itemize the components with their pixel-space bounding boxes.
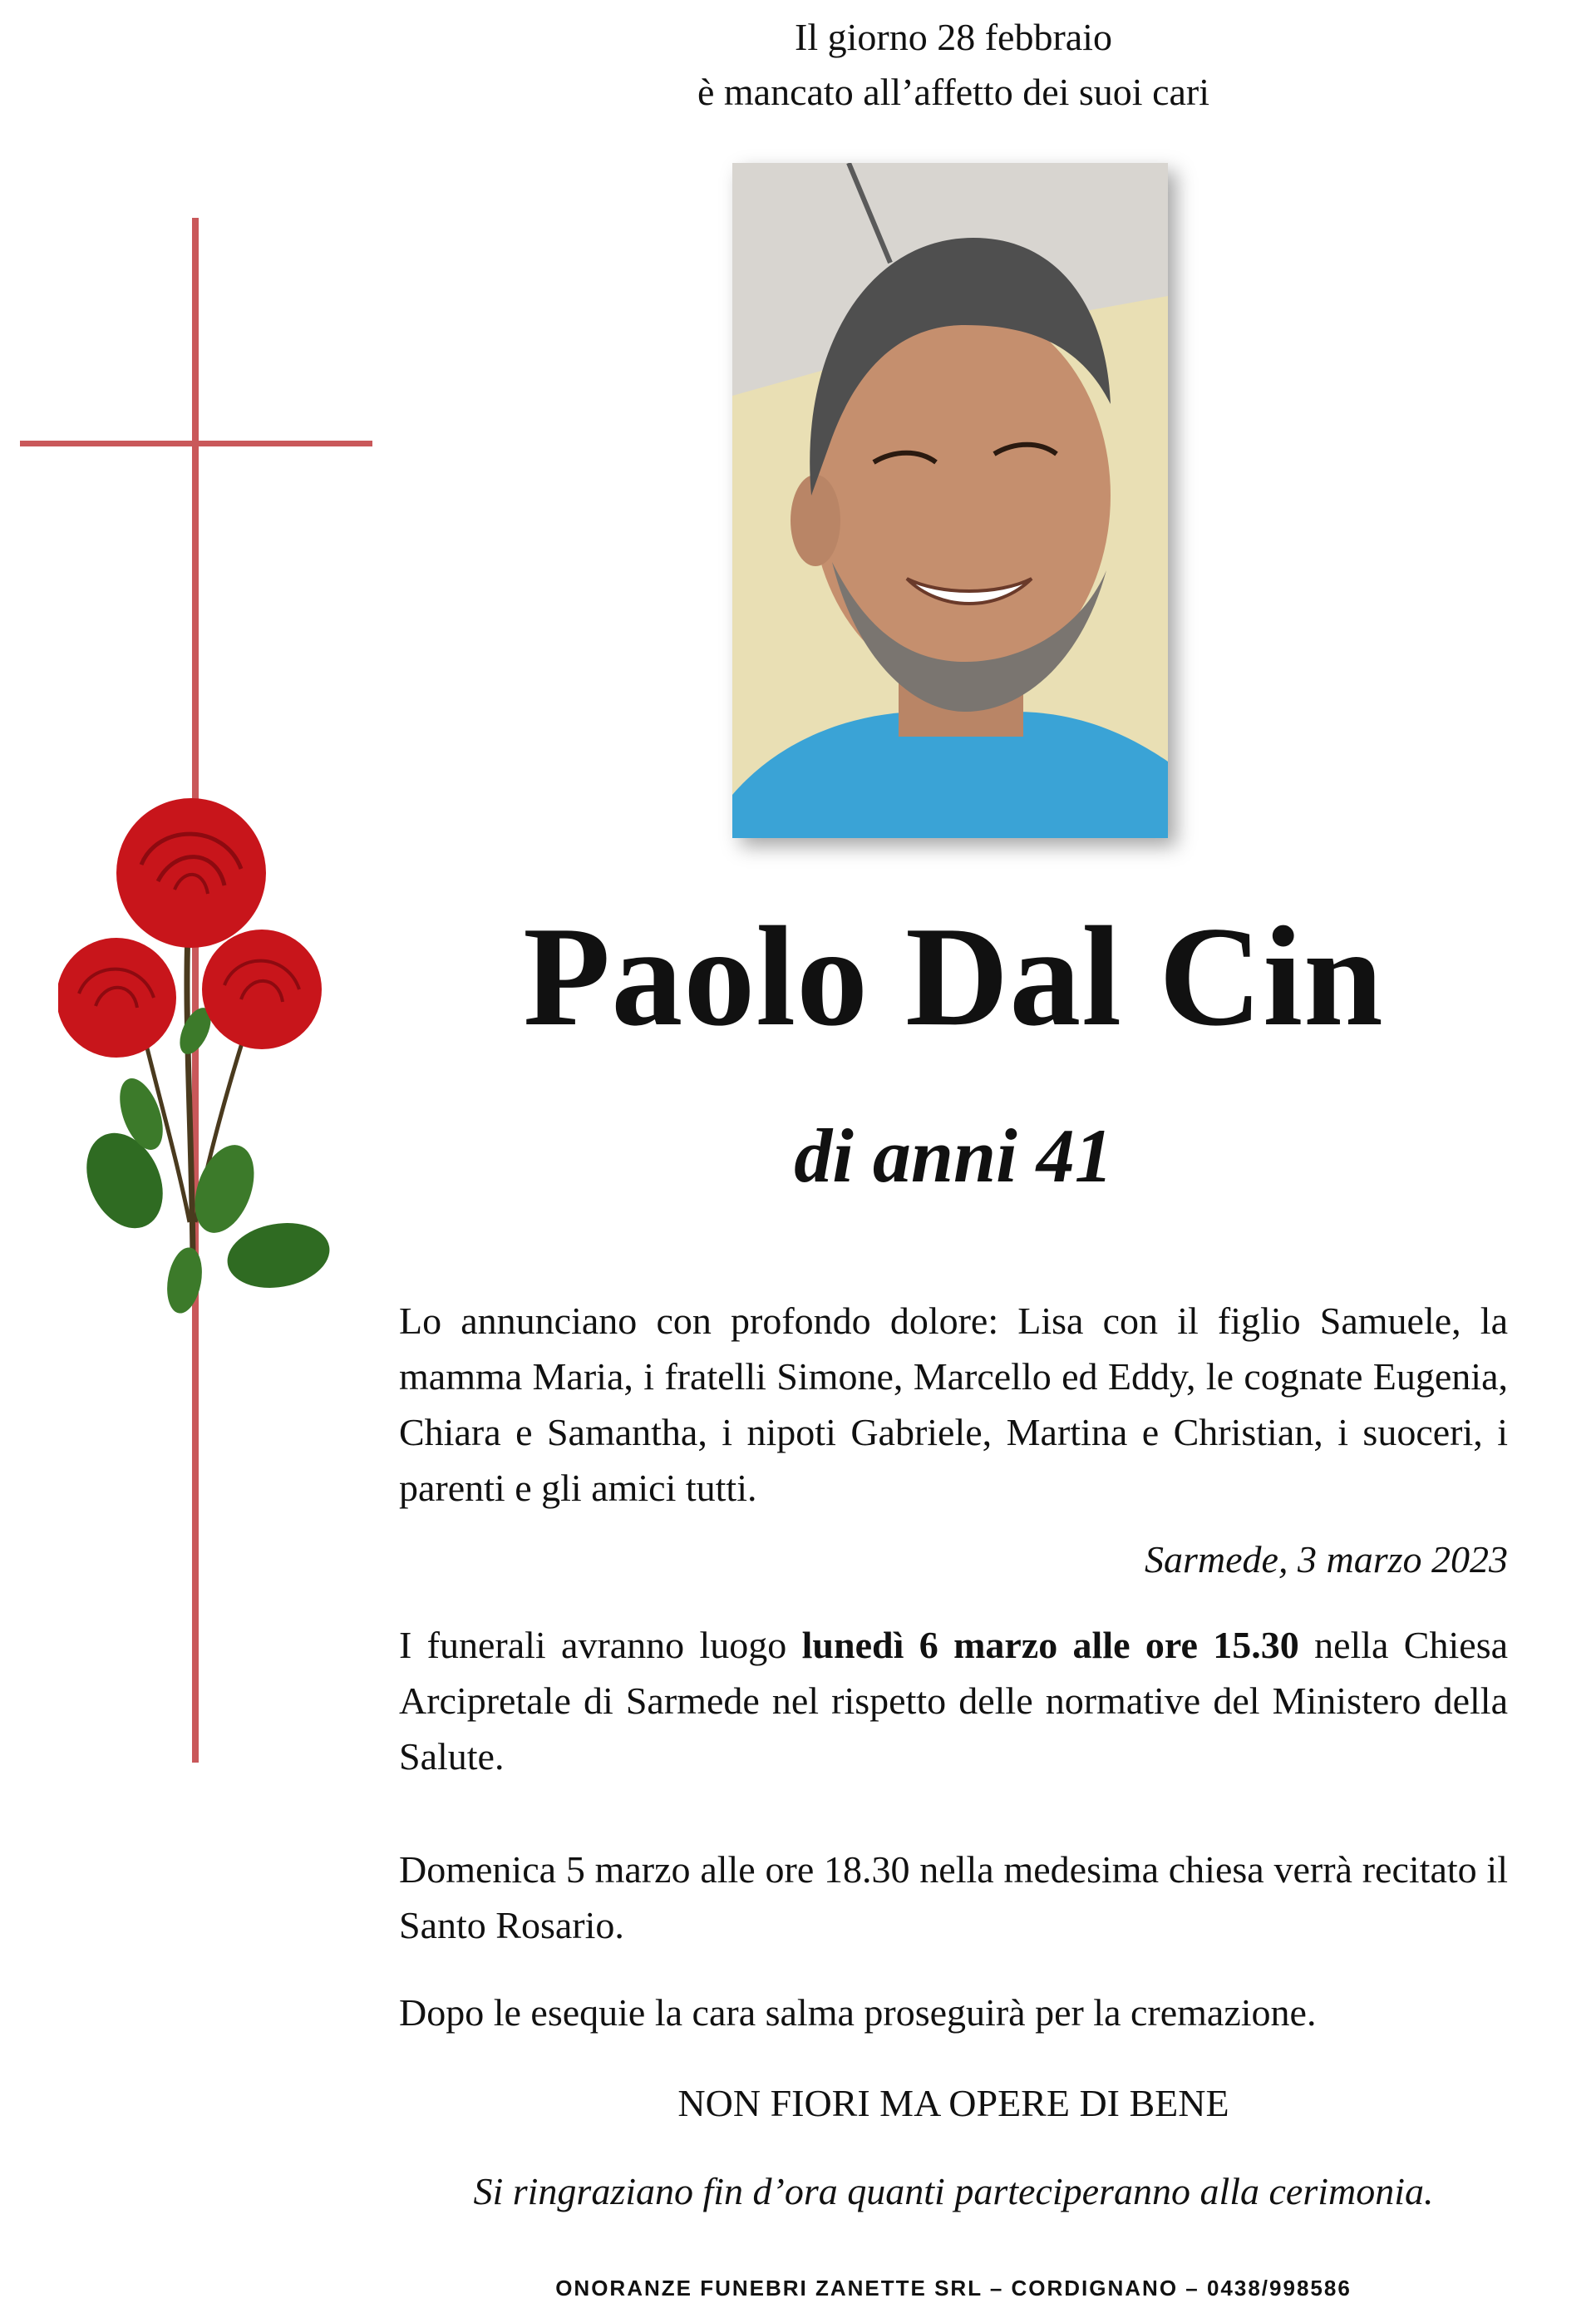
- intro-date-line: Il giorno 28 febbraio: [795, 16, 1112, 58]
- rose-icon: [116, 798, 266, 948]
- thanks-line: Si ringraziano fin d’ora quanti parteciperanno alla cerimonia.: [473, 2170, 1434, 2212]
- rose-icon: [58, 938, 176, 1058]
- cremation-paragraph: Dopo le esequie la cara salma proseguirà per la cremazione.: [399, 1991, 1317, 2034]
- rose-icon: [202, 930, 322, 1049]
- intro-text-line: è mancato all’affetto dei suoi cari: [697, 71, 1210, 113]
- deceased-name: Paolo Dal Cin: [523, 898, 1384, 1056]
- funeral-datetime: lunedì 6 marzo alle ore 15.30: [801, 1624, 1299, 1666]
- roses-illustration: [58, 790, 349, 1330]
- funeral-home-footer: ONORANZE FUNEBRI ZANETTE SRL – CORDIGNANO – 0438/998586: [555, 2276, 1352, 2301]
- deceased-age: di anni 41: [794, 1113, 1113, 1198]
- no-flowers-notice: NON FIORI MA OPERE DI BENE: [677, 2082, 1229, 2124]
- place-date: Sarmede, 3 marzo 2023: [1145, 1538, 1508, 1581]
- rosary-paragraph: Domenica 5 marzo alle ore 18.30 nella medesima chiesa verrà recitato il Santo Rosario.: [399, 1848, 1508, 1946]
- portrait-photo: [732, 163, 1168, 838]
- funeral-text-after: nella Chiesa Arcipretale di Sarmede nel rispetto delle normative del Ministero della Salute.: [399, 1624, 1509, 1778]
- announcement-paragraph: Lo annunciano con profondo dolore: Lisa con il figlio Samuele, la mamma Maria, i fratelli Simone, Marcello ed Eddy, le cognate Eugenia, Chiara e Samantha, i nipoti Gabriele, Martina e Christian, i suoceri, i parenti e gli amici tutti.: [399, 1299, 1508, 1509]
- funeral-paragraph: [399, 1617, 1508, 1784]
- funeral-text-before: I funerali avranno luogo: [399, 1624, 802, 1666]
- cross-horizontal-bar: [20, 441, 372, 446]
